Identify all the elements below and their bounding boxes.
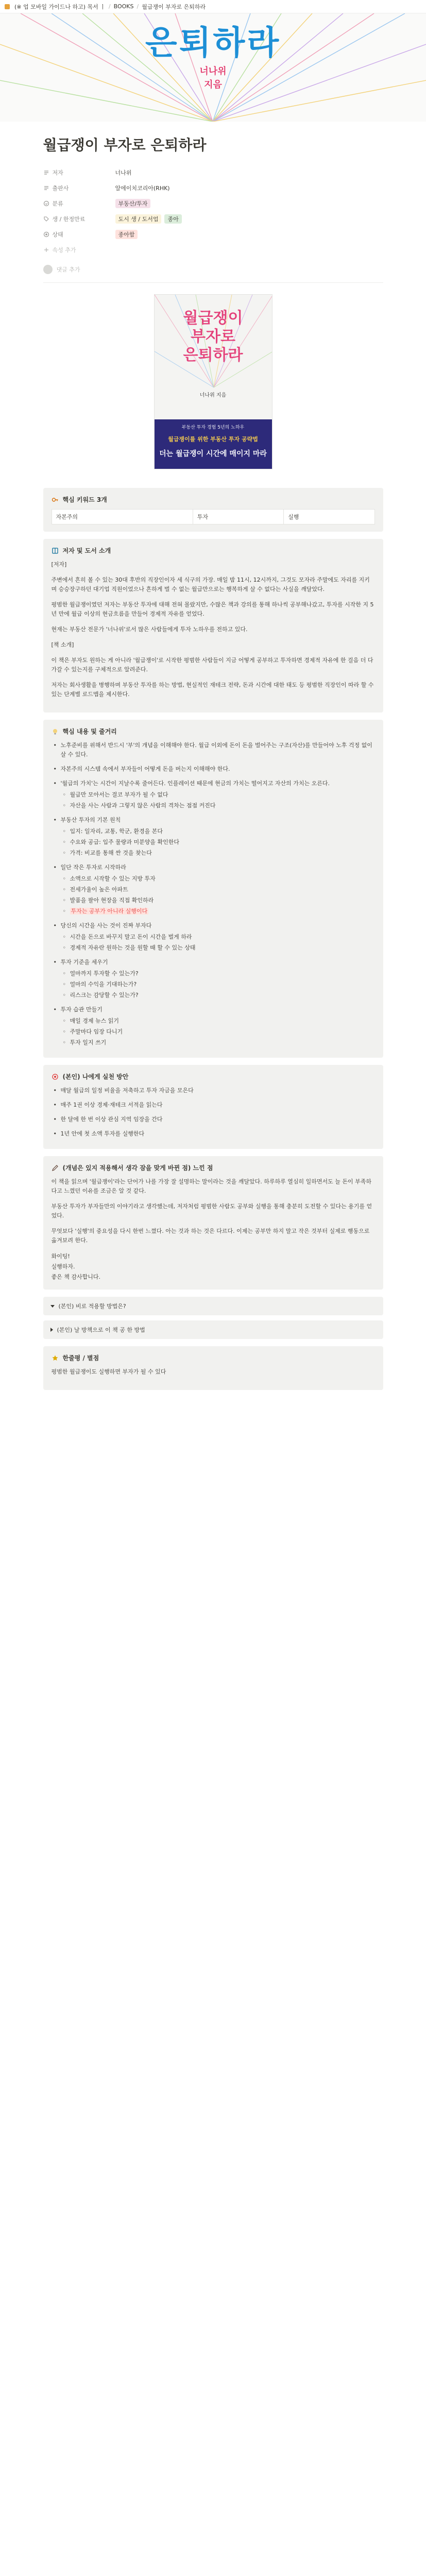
author-value: 너나위 xyxy=(115,170,132,176)
banner-author-name: 너나위 xyxy=(199,66,227,77)
breadcrumb-bar xyxy=(0,0,426,13)
oneliner-text: 평범한 월급쟁이도 실행하면 부자가 될 수 있다 xyxy=(51,1368,166,1375)
list-item-text: 투자 일지 쓰기 xyxy=(70,1039,107,1046)
key-icon xyxy=(52,496,59,503)
list-item-text: 입지: 일자리, 교통, 학군, 환경을 본다 xyxy=(70,828,163,835)
pencil-icon xyxy=(52,1164,59,1172)
list-item-text: 일단 작은 투자로 시작하라 xyxy=(60,864,126,871)
list-item-text: 얼마의 수익을 기대하는가? xyxy=(70,981,137,988)
category-tag[interactable]: 부동산/투자 xyxy=(115,199,151,208)
summary-paragraph: 저자는 회사생활을 병행하며 부동산 투자를 하는 방법, 현실적인 재테크 전략, 돈과 시간에 대한 태도 등 평범한 직장인이 따라 할 수 있는 단계별 로드맵을 제시한다. xyxy=(51,682,374,698)
review-paragraph: 무엇보다 '실행'의 중요성을 다시 한번 느꼈다. 아는 것과 하는 것은 다르다. 이제는 공부만 하지 말고 작은 것부터 실제로 행동으로 옮겨보려 한다. xyxy=(51,1228,370,1244)
list-item[interactable] xyxy=(52,1129,375,1139)
list-item[interactable] xyxy=(52,921,375,953)
property-value xyxy=(115,214,383,224)
cover-title-line: 은퇴하라 xyxy=(183,346,243,364)
list-item-text: 가격: 비교를 통해 싼 것을 찾는다 xyxy=(70,850,152,856)
summary-paragraph: 평범한 월급쟁이였던 저자는 부동산 투자에 대해 전혀 몰랐지만, 수많은 책과 강의를 통해 하나씩 공부해나갔고, 투자를 시작한 지 5년 만에 월급 이상의 현금흐름을 만들어 경제적 자유를 얻었다. xyxy=(51,601,374,617)
keywords-heading: 핵심 키워드 3개 xyxy=(62,496,107,503)
list-item-text: 노후준비를 위해서 반드시 '부'의 개념을 이해해야 한다. 월급 이외에 돈이 돈을 벌어주는 구조(자산)를 만들어야 노후 걱정 없이 살 수 있다. xyxy=(60,742,372,758)
cover-title-line: 부자로 xyxy=(191,328,235,346)
toggle-arrow-icon[interactable] xyxy=(50,1305,55,1308)
property-key-label: 저자 xyxy=(52,170,63,176)
keyword-cell[interactable]: 투자 xyxy=(193,510,283,524)
page-title[interactable]: 월급쟁이 부자로 은퇴하라 xyxy=(43,137,207,154)
list-item-text: 전세가율이 높은 아파트 xyxy=(70,886,128,893)
breadcrumb-item-current[interactable]: 월급쟁이 부자로 은퇴하라 xyxy=(142,3,206,10)
comment-input[interactable] xyxy=(43,258,383,283)
property-reading[interactable] xyxy=(43,211,383,227)
list-item-text: 월급만 모아서는 결코 부자가 될 수 없다 xyxy=(70,791,168,798)
list-item-text: 매달 월급의 일정 비율을 저축하고 투자 자금을 모은다 xyxy=(60,1087,194,1094)
sub-list-item[interactable] xyxy=(61,969,375,978)
list-item-text: 투자 습관 만들기 xyxy=(60,1006,103,1013)
list-item-text: 시간을 돈으로 바꾸지 말고 돈이 시간을 벌게 하라 xyxy=(70,934,192,940)
highlight-text: 투자는 공부가 아니라 실행이다 xyxy=(71,908,148,914)
breadcrumb-separator: / xyxy=(137,3,139,10)
status-tag[interactable]: 종아함 xyxy=(115,230,138,239)
cover-band-line: 더는 월급쟁이 시간에 매이지 마라 xyxy=(159,450,267,458)
sub-list-item[interactable] xyxy=(61,1038,375,1047)
summary-heading: 저자 및 도서 소개 xyxy=(62,547,111,554)
property-status[interactable] xyxy=(43,227,383,242)
banner-title: 은퇴하라 xyxy=(145,24,281,62)
toggle-label: (본인) 비로 적용할 방법은? xyxy=(58,1303,126,1310)
review-signoff xyxy=(52,1251,375,1282)
property-category[interactable] xyxy=(43,196,383,211)
sub-list-item[interactable] xyxy=(61,907,375,916)
tag-icon xyxy=(43,216,49,222)
sub-list-item[interactable] xyxy=(61,827,375,836)
property-value xyxy=(115,199,383,208)
toggle-arrow-icon[interactable] xyxy=(50,1328,53,1332)
book-cover-image xyxy=(154,294,272,469)
property-key xyxy=(43,215,115,223)
breadcrumb-item-books[interactable]: BOOKS xyxy=(113,3,134,10)
publisher-value: 알에이치코리아(RHK) xyxy=(115,185,170,192)
review-paragraph: 이 책을 읽으며 '월급쟁이'라는 단어가 나를 가장 잘 설명하는 말이라는 것을 깨달았다. 하루하루 열심히 일하면서도 늘 돈이 부족하다고 느꼈던 이유를 조금은 알 것 같다. xyxy=(51,1178,372,1194)
list-item-text: 얼마까지 투자할 수 있는가? xyxy=(70,970,139,977)
breadcrumb-item-root[interactable]: (※ 업 모바일 가이드나 하고) 목서 ㅣ xyxy=(14,3,106,10)
page-icon xyxy=(4,4,10,10)
target-icon xyxy=(52,1073,59,1080)
callout-header xyxy=(52,1072,375,1081)
page-cover-banner[interactable] xyxy=(0,13,426,122)
page-content xyxy=(43,134,383,1418)
notes-heading: 핵심 내용 및 줄거리 xyxy=(62,728,117,735)
bulb-icon xyxy=(52,728,59,735)
text-icon xyxy=(43,170,49,176)
list-item-text: 매주 1권 이상 경제·재테크 서적을 읽는다 xyxy=(60,1101,163,1108)
list-item-text: 수요와 공급: 입주 물량과 미분양을 확인한다 xyxy=(70,839,179,845)
list-item[interactable] xyxy=(52,741,375,759)
apply-heading: (본인) 나에게 실천 방안 xyxy=(62,1073,129,1080)
apply-list xyxy=(52,1086,375,1139)
sub-list-item[interactable] xyxy=(61,838,375,847)
property-key xyxy=(43,199,115,208)
cover-title-line: 월급쟁이 xyxy=(183,309,243,327)
list-item-text: 자산을 사는 사람과 그렇지 않은 사람의 격차는 점점 커진다 xyxy=(70,802,216,809)
toggle-block[interactable] xyxy=(43,1297,383,1315)
property-key xyxy=(43,168,115,177)
callout-header xyxy=(52,1353,375,1362)
sub-list-item[interactable] xyxy=(61,991,375,1000)
list-item[interactable] xyxy=(52,765,375,774)
list-item-text: 리스크는 감당할 수 있는가? xyxy=(70,992,139,998)
property-value xyxy=(115,168,383,177)
sub-list-item[interactable] xyxy=(61,874,375,884)
list-item-text: 경제적 자유란 원하는 것을 원할 때 할 수 있는 상태 xyxy=(70,944,196,951)
oneliner-callout[interactable] xyxy=(43,1346,383,1390)
keywords-callout[interactable] xyxy=(43,488,383,532)
table-row xyxy=(52,510,374,524)
property-key-label: 출판사 xyxy=(52,185,69,192)
list-item-text: 당신의 시간을 사는 것이 진짜 부자다 xyxy=(60,922,152,929)
sub-list-item[interactable] xyxy=(61,849,375,858)
property-author[interactable] xyxy=(43,165,383,180)
cover-band xyxy=(155,419,272,469)
callout-header xyxy=(52,727,375,736)
reading-tag[interactable]: 도시 생 / 도서업 xyxy=(115,214,162,224)
property-key-label: 상태 xyxy=(52,231,63,238)
sub-list-item[interactable] xyxy=(61,896,375,905)
callout-header xyxy=(52,495,375,504)
sub-list-item[interactable] xyxy=(61,1016,375,1026)
property-key-label: 생 / 한정만료 xyxy=(52,216,86,223)
list-item-text: 자본주의 시스템 속에서 부자들이 어떻게 돈을 버는지 이해해야 한다. xyxy=(60,766,230,772)
cover-band-line: 부동산 투자 경험 5년의 노하우 xyxy=(181,425,245,430)
toggle-label: (본인) 날 방책으로 이 책 공 한 방법 xyxy=(57,1327,145,1333)
status-icon xyxy=(43,231,49,238)
add-property-button[interactable] xyxy=(43,242,383,258)
list-item[interactable] xyxy=(52,1100,375,1110)
property-publisher[interactable] xyxy=(43,180,383,196)
list-item[interactable] xyxy=(52,958,375,1000)
properties-table xyxy=(43,165,383,258)
list-item[interactable] xyxy=(52,1086,375,1095)
oneliner-heading: 한줄평 / 별점 xyxy=(62,1354,99,1362)
list-item[interactable] xyxy=(52,816,375,858)
property-value xyxy=(115,184,383,192)
list-item[interactable] xyxy=(52,863,375,916)
list-item[interactable] xyxy=(52,779,375,810)
notes-callout[interactable] xyxy=(43,720,383,1058)
list-item-text: '월급의 가치'는 시간이 지날수록 줄어든다. 인플레이션 때문에 현금의 가치는 떨어지고 자산의 가치는 오른다. xyxy=(60,780,330,787)
signoff-line: 좋은 책 감사합니다. xyxy=(51,1274,100,1280)
sub-list-item[interactable] xyxy=(61,1027,375,1037)
banner-author-suffix: 지음 xyxy=(204,79,222,90)
callout-header xyxy=(52,1163,375,1172)
property-key xyxy=(43,246,115,254)
breadcrumb-separator: / xyxy=(108,3,111,10)
plus-icon xyxy=(43,247,49,253)
list-item-text: 한 달에 한 번 이상 관심 지역 임장을 간다 xyxy=(60,1116,163,1123)
summary-callout[interactable] xyxy=(43,539,383,713)
avatar xyxy=(43,265,53,274)
keyword-cell[interactable]: 실행 xyxy=(284,510,374,524)
star-icon xyxy=(52,1354,59,1362)
list-item-text: 매일 경제 뉴스 읽기 xyxy=(70,1018,119,1024)
list-item[interactable] xyxy=(52,1115,375,1124)
summary-paragraph: 주변에서 흔히 볼 수 있는 30대 후반의 직장인이자 세 식구의 가장. 매일 밤 11시, 12시까지, 그것도 모자라 주말에도 자리를 지키며 승승장구하던 대기업 직원이었으나 흔하게 벌 수 없는 월급만으로는 행복하게 살 수 없다는 사실을 깨달았다. xyxy=(51,577,370,592)
property-key-label: 분류 xyxy=(52,200,63,207)
property-value xyxy=(115,230,383,239)
summary-paragraph: 이 책은 부자도 원하는 게 아니라 '월급쟁이'로 시작한 평범한 사람들이 지금 어떻게 공부하고 투자하면 경제적 자유에 한 걸음 더 다가갈 수 있는지를 구체적으로 알려준다. xyxy=(51,657,373,673)
summary-paragraph: 현재는 부동산 전문가 '너나위'로서 많은 사람들에게 투자 노하우를 전하고 있다. xyxy=(51,626,248,633)
property-key-label: 속성 추가 xyxy=(52,247,76,253)
property-key xyxy=(43,230,115,239)
review-callout[interactable] xyxy=(43,1156,383,1290)
summary-paragraph: [저자] xyxy=(51,561,67,568)
sub-list-item[interactable] xyxy=(61,933,375,942)
callout-header xyxy=(52,546,375,555)
cover-title xyxy=(155,309,272,365)
reading-tag[interactable]: 종아 xyxy=(164,214,181,224)
list-item[interactable] xyxy=(52,1005,375,1047)
list-item-text: 1년 안에 첫 소액 투자를 실행한다 xyxy=(60,1130,145,1137)
sub-list-item[interactable] xyxy=(61,790,375,800)
signoff-line: 실행하자. xyxy=(51,1263,75,1270)
list-item-text: 발품을 팔아 현장을 직접 확인하라 xyxy=(70,897,154,904)
list-item-text: 주말마다 임장 다니기 xyxy=(70,1028,123,1035)
banner-author xyxy=(199,65,226,92)
list-item-text: 부동산 투자의 기본 원칙 xyxy=(60,817,121,823)
text-icon xyxy=(43,185,49,191)
notes-list xyxy=(52,741,375,1047)
apply-callout[interactable] xyxy=(43,1065,383,1149)
review-heading: (개념은 있지 적용해서 생각 잠을 맞게 바뀐 점) 느낀 점 xyxy=(62,1164,213,1172)
keyword-cell[interactable]: 자본주의 xyxy=(52,510,193,524)
list-icon xyxy=(43,200,49,207)
sub-list-item[interactable] xyxy=(61,943,375,953)
book-icon xyxy=(52,547,59,554)
keywords-table xyxy=(52,509,375,524)
bottom-spacer xyxy=(43,1397,383,1418)
list-item-text: 소액으로 시작할 수 있는 지방 투자 xyxy=(70,875,156,882)
cover-author: 너나위 지음 xyxy=(199,393,227,398)
book-cover-block[interactable] xyxy=(43,283,383,481)
list-item-text: 투자 기준을 세우기 xyxy=(60,959,108,965)
sub-list-item[interactable] xyxy=(61,801,375,810)
property-key xyxy=(43,184,115,192)
signoff-line: 화이팅! xyxy=(51,1253,70,1260)
review-paragraph: 부동산 투자가 부자들만의 이야기라고 생각했는데, 저자처럼 평범한 사람도 공부와 실행을 통해 충분히 도전할 수 있다는 용기를 얻었다. xyxy=(51,1203,372,1219)
summary-paragraph: [책 소개] xyxy=(51,641,74,648)
sub-list-item[interactable] xyxy=(61,885,375,894)
cover-band-line: 월급쟁이를 위한 부동산 투자 공략법 xyxy=(168,436,258,443)
toggle-block[interactable] xyxy=(43,1320,383,1339)
comment-placeholder: 댓글 추가 xyxy=(56,266,80,273)
sub-list-item[interactable] xyxy=(61,980,375,989)
